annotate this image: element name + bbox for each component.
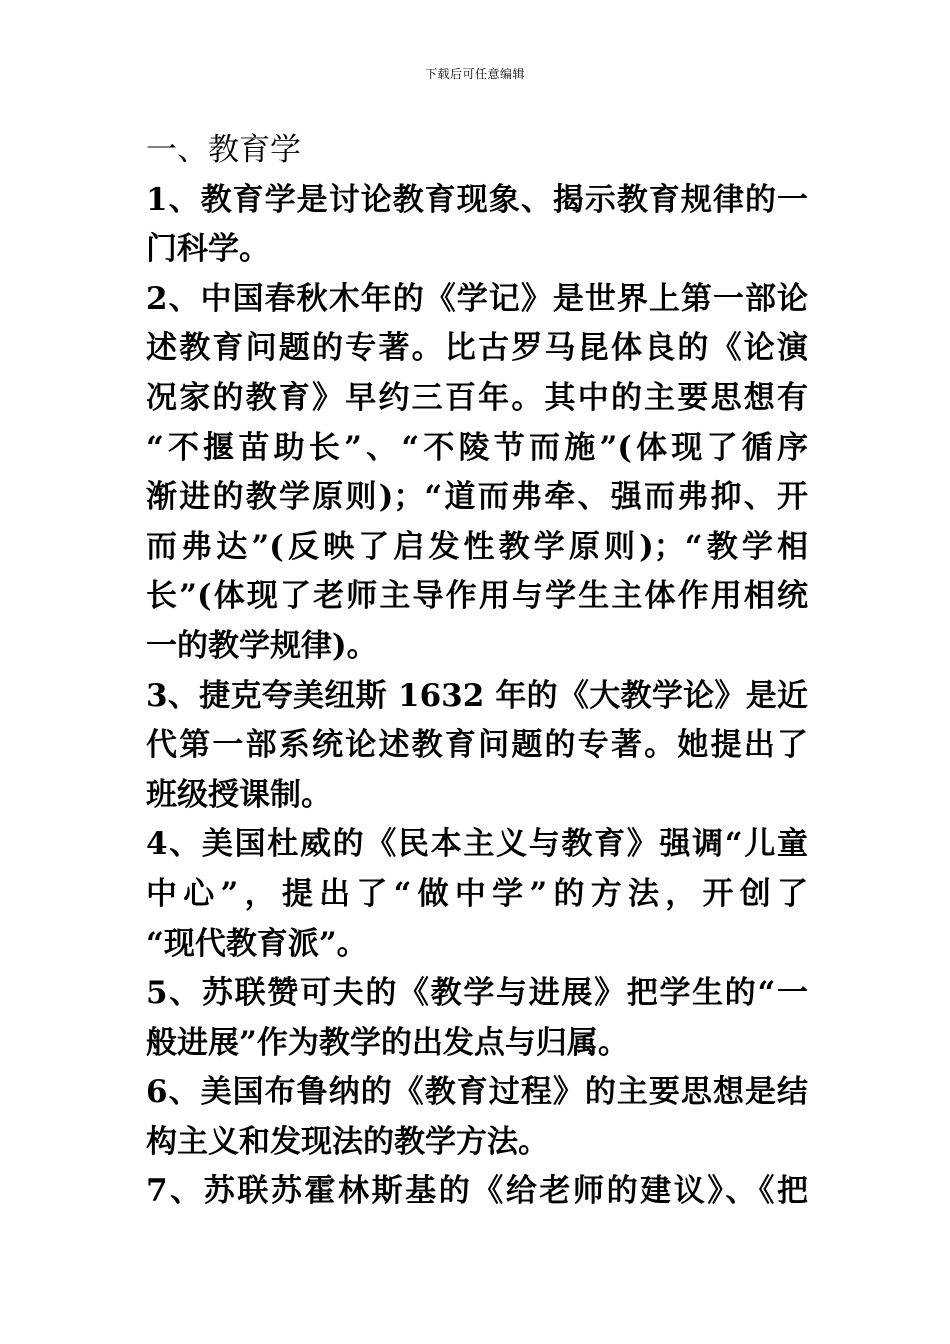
text-line: 1、教育学是讨论教育现象、揭示教育规律的一 (146, 181, 808, 218)
paragraph-item-3 (146, 672, 808, 821)
section-heading-text: 一、教育学 (146, 132, 301, 168)
text-line: 2、中国春秋木年的《学记》是世界上第一部论 (146, 280, 808, 317)
text-line: 般进展”作为教学的出发点与归属。 (146, 1024, 629, 1061)
text-line: 述教育问题的专著。比古罗马昆体良的《论演 (146, 330, 808, 367)
text-line: “现代教育派”。 (146, 925, 368, 962)
text-line: 构主义和发现法的教学方法。 (146, 1123, 549, 1160)
text-line: 代第一部系统论述教育问题的专著。她提出了 (146, 727, 808, 764)
text-line: 5、苏联赞可夫的《教学与进展》把学生的“一 (146, 975, 808, 1012)
page-header: 下载后可任意编辑 (424, 67, 525, 81)
text-line: 长”(体现了老师主导作用与学生主体作用相统 (146, 578, 808, 615)
text-line: 中心”，提出了“做中学”的方法，开创了 (146, 875, 808, 912)
text-line: 况家的教育》早约三百年。其中的主要思想有 (146, 379, 808, 416)
text-line: 4、美国杜威的《民本主义与教育》强调“儿童 (146, 826, 808, 863)
paragraph-item-2 (146, 275, 808, 672)
text-line: 3、捷克夸美纽斯 1632 年的《大教学论》是近 (146, 677, 808, 714)
document-body (146, 126, 808, 1217)
section-heading (146, 126, 808, 176)
text-line: 渐进的教学原则)；“道而弗牵、强而弗抑、开 (146, 479, 808, 516)
paragraph-item-7 (146, 1167, 808, 1217)
paragraph-item-5 (146, 969, 808, 1068)
paragraph-item-6 (146, 1068, 808, 1167)
text-line: 门科学。 (146, 231, 270, 268)
text-line: 而弗达”(反映了启发性教学原则)；“教学相 (146, 528, 808, 565)
text-line: 7、苏联苏霍林斯基的《给老师的建议》、《把 (146, 1173, 808, 1210)
text-line: 一的教学规律)。 (146, 627, 378, 664)
paragraph-item-1 (146, 176, 808, 275)
paragraph-item-4 (146, 820, 808, 969)
text-line: 6、美国布鲁纳的《教育过程》的主要思想是结 (146, 1074, 808, 1111)
text-line: “不揠苗助长”、“不陵节而施”(体现了循序 (146, 429, 808, 466)
text-line: 班级授课制。 (146, 776, 332, 813)
